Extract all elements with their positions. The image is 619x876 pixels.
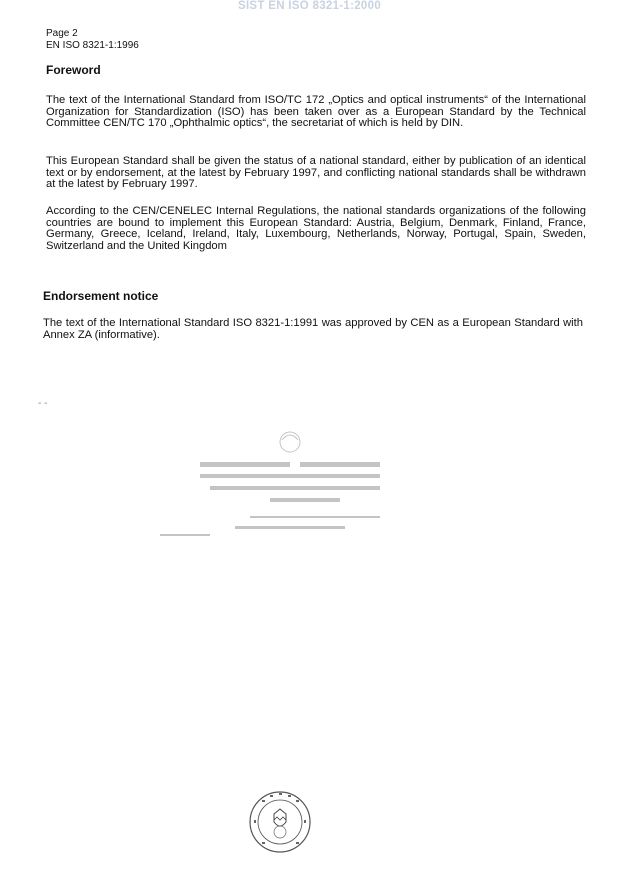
foreword-paragraph-1: The text of the International Standard from ISO/TC 172 „Optics and optical instruments“ of the International Organization for Standardization (ISO) has been taken over as a European Standard by the Technical Committee CEN/TC 170 „Ophthalmic optics“, the secretariat of which is held by DIN. <box>46 94 586 130</box>
document-id: EN ISO 8321-1:1996 <box>46 40 139 51</box>
page-number: Page 2 <box>46 28 78 39</box>
endorsement-heading: Endorsement notice <box>43 289 159 303</box>
official-seal <box>248 790 312 854</box>
foreword-paragraph-3: According to the CEN/CENELEC Internal Regulations, the national standards organizations of the following countries are bound to implement this European Standard: Austria, Belgium, Denmark, Finland, France, Germany, Greece, Iceland, Ireland, Italy, Luxembourg, Netherlands, Norway, Portugal, Spain, Sweden, Switzerland and the United Kingdom <box>46 205 586 252</box>
foreword-paragraph-2: This European Standard shall be given the status of a national standard, either by publication of an identical text or by endorsement, at the latest by February 1997, and conflicting national standards shall be withdrawn at the latest by February 1997. <box>46 155 586 191</box>
stray-mark: - - <box>38 398 48 409</box>
foreword-heading: Foreword <box>46 63 101 77</box>
watermark: SIST EN ISO 8321-1:2000 <box>237 0 382 12</box>
page-header <box>46 28 139 52</box>
faint-stamp-impression <box>150 420 470 550</box>
endorsement-paragraph: The text of the International Standard ISO 8321-1:1991 was approved by CEN as a European Standard with Annex ZA (informative). <box>43 317 583 341</box>
